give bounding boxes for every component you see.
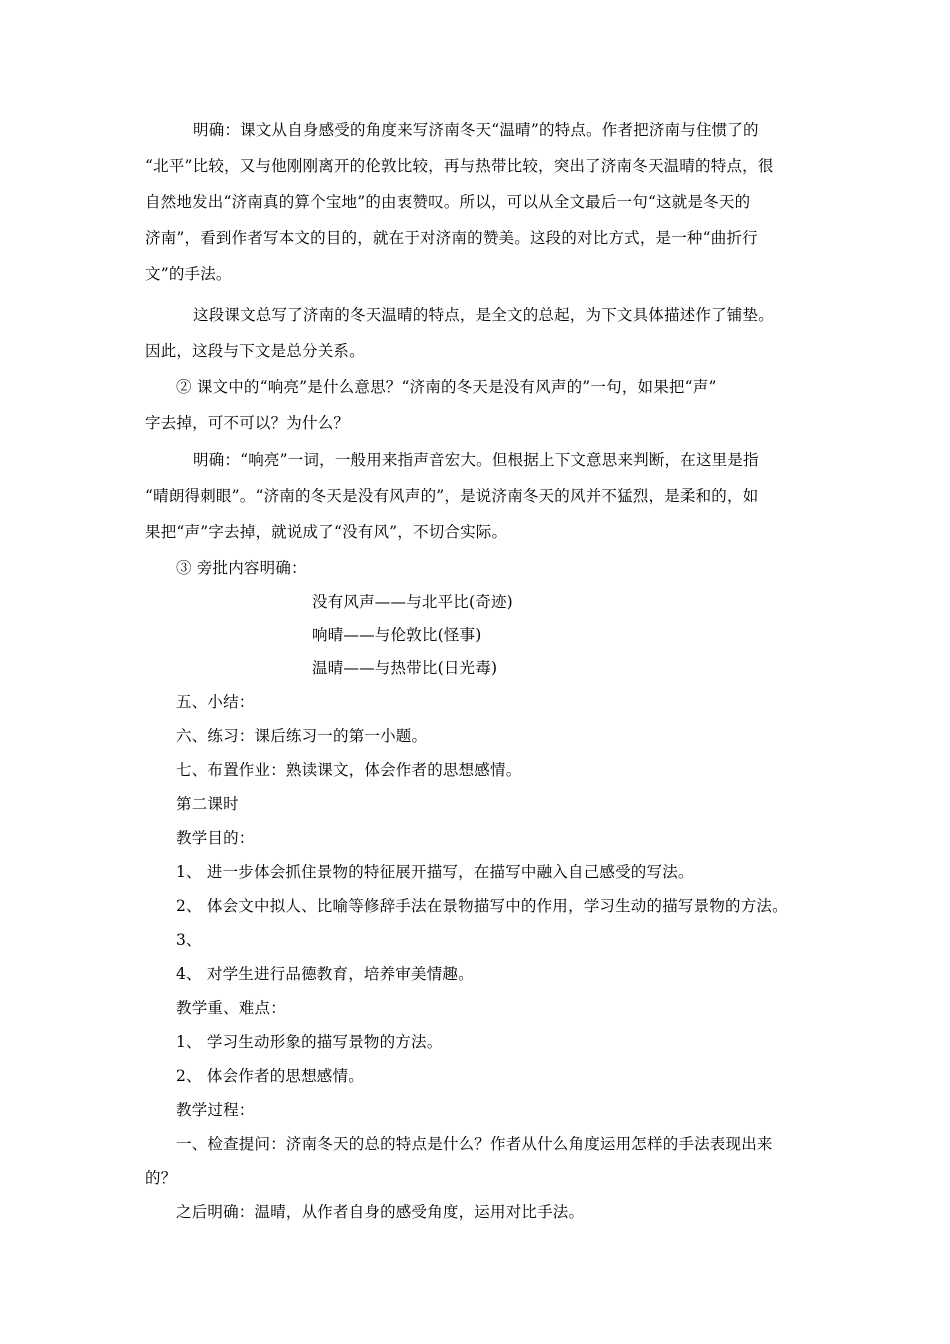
- question-line: ② 课文中的“响亮”是什么意思？“济南的冬天是没有风声的”一句，如果把“声”: [176, 378, 717, 396]
- annotation-item: 温晴——与热带比(日光毒): [312, 659, 498, 677]
- section-heading: 教学重、难点：: [176, 999, 286, 1017]
- list-item: 1、 学习生动形象的描写景物的方法。: [176, 1033, 443, 1051]
- paragraph-line: 一、检查提问：济南冬天的总的特点是什么？作者从什么角度运用怎样的手法表现出来: [176, 1135, 773, 1153]
- paragraph-line: “北平”比较，又与他刚刚离开的伦敦比较，再与热带比较，突出了济南冬天温晴的特点，很: [145, 157, 774, 175]
- lesson-heading: 第二课时: [176, 795, 239, 813]
- annotation-item: 没有风声——与北平比(奇迹): [312, 593, 513, 611]
- section-heading: 教学过程：: [176, 1101, 255, 1119]
- paragraph-line: 因此，这段与下文是总分关系。: [145, 342, 365, 360]
- paragraph-line: 明确：“响亮”一词，一般用来指声音宏大。但根据上下文意思来判断，在这里是指: [193, 451, 759, 469]
- paragraph-line: 明确：课文从自身感受的角度来写济南冬天“温晴”的特点。作者把济南与住惯了的: [193, 121, 759, 139]
- question-line: 字去掉，可不可以？为什么？: [145, 414, 350, 432]
- list-item: 1、 进一步体会抓住景物的特征展开描写，在描写中融入自己感受的写法。: [176, 863, 694, 881]
- paragraph-line: 自然地发出“济南真的算个宝地”的由衷赞叹。所以，可以从全文最后一句“这就是冬天的: [145, 193, 751, 211]
- list-item: 2、 体会作者的思想感情。: [176, 1067, 364, 1085]
- section-heading: 六、练习：课后练习一的第一小题。: [176, 727, 428, 745]
- paragraph-line: 济南”，看到作者写本文的目的，就在于对济南的赞美。这段的对比方式，是一种“曲折行: [145, 229, 758, 247]
- list-item: 2、 体会文中拟人、比喻等修辞手法在景物描写中的作用，学习生动的描写景物的方法。: [176, 897, 788, 915]
- list-item: 3、: [176, 931, 202, 949]
- paragraph-line: 这段课文总写了济南的冬天温晴的特点，是全文的总起，为下文具体描述作了铺垫。: [193, 306, 774, 324]
- annotation-heading: ③ 旁批内容明确：: [176, 559, 307, 577]
- annotation-item: 响晴——与伦敦比(怪事): [312, 626, 482, 644]
- paragraph-line: 的？: [145, 1169, 177, 1187]
- section-heading: 教学目的：: [176, 829, 255, 847]
- paragraph-line: 果把“声”字去掉，就说成了“没有风”，不切合实际。: [145, 523, 508, 541]
- section-heading: 七、布置作业：熟读课文，体会作者的思想感情。: [176, 761, 522, 779]
- section-heading: 五、小结：: [176, 693, 255, 711]
- list-item: 4、 对学生进行品德教育，培养审美情趣。: [176, 965, 474, 983]
- paragraph-line: 文”的手法。: [145, 265, 232, 283]
- paragraph-line: “晴朗得刺眼”。“济南的冬天是没有风声的”，是说济南冬天的风并不猛烈，是柔和的，如: [145, 487, 759, 505]
- paragraph-line: 之后明确：温晴，从作者自身的感受角度，运用对比手法。: [176, 1203, 585, 1221]
